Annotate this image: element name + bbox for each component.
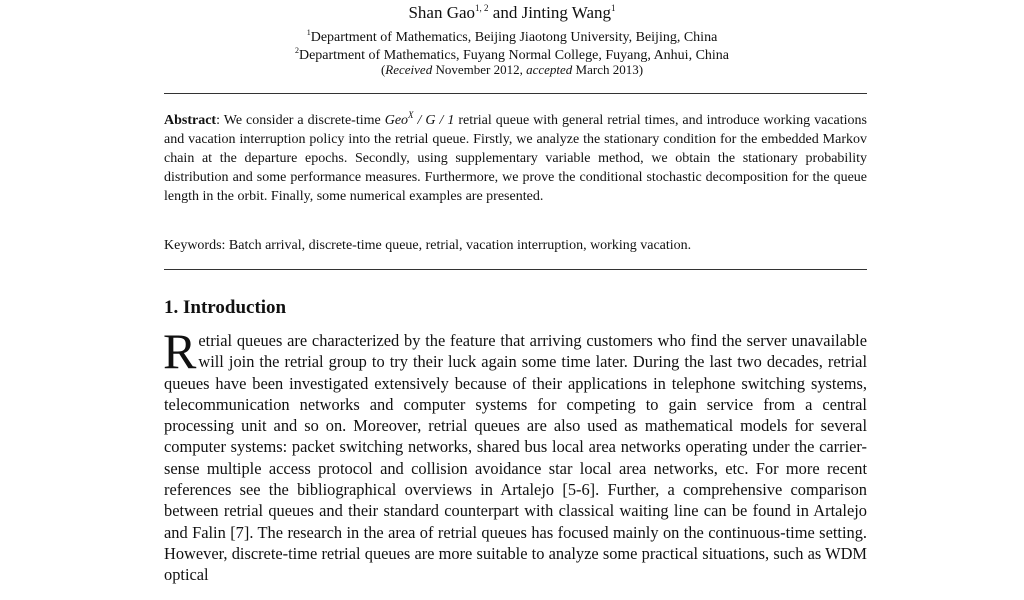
divider-top — [164, 93, 867, 94]
affiliation-text: Department of Mathematics, Beijing Jiaotong University, Beijing, China — [310, 30, 718, 45]
queue-notation: Geo$^X$ / G / 1 — [384, 110, 459, 128]
abstract-lead: : We consider a discrete-time — [216, 113, 385, 128]
keywords: Keywords: Batch arrival, discrete-time queue, retrial, vacation interruption, working vacation. — [164, 238, 692, 253]
abstract-label: Abstract — [164, 113, 217, 128]
author-name: Jinting Wang — [521, 3, 612, 22]
affiliation-marker: 1 — [306, 28, 311, 37]
author-superscript: 1 — [611, 3, 616, 13]
author-name: Shan Gao — [408, 3, 476, 22]
divider-bottom — [164, 269, 867, 270]
drop-cap: R — [163, 323, 197, 379]
introduction-text: etrial queues are characterized by the feature that arriving customers who find the server unavailable will join the retrial group to try their luck again some time later. During the last two decades, retrial queues have been investigated extensively because of their applications in telephone switching systems, telecommunication networks and computer systems for competing to gain service from a central processing unit and so on. Moreover, retrial queues are also used as mathematical models for several computer systems: packet switching networks, shared bus local area networks operating under the carrier-sense multiple access protocol and collision avoidance star local area networks, etc. For more recent references see the bibliographical overviews in Artalejo [5-6]. Further, a comprehensive comparison between retrial queues and their standard counterpart with classical waiting line can be found in Artalejo and Falin [7]. The research in the area of retrial queues has focused mainly on the continuous-time setting. However, discrete-time retrial queues are more suitable to analyze some practical situations, such as WDM optical — [164, 331, 867, 585]
abstract-body: retrial queue with general retrial times, and introduce working vacations and vacation interruption policy into the retrial queue. Firstly, we analyze the stationary condition for the embedded Markov chain at the departure epochs. Secondly, using supplementary variable method, we obtain the stationary probability distribution and some performance measures. Furthermore, we prove the conditional stochastic decomposition for the queue length in the orbit. Finally, some numerical examples are presented. — [164, 113, 867, 204]
received-date: November 2012, — [432, 62, 527, 77]
received-accepted-dates: (Received November 2012, accepted March 2013) — [380, 62, 644, 77]
section-title: 1. Introduction — [164, 297, 287, 318]
affiliation-text: Department of Mathematics, Fuyang Normal College, Fuyang, Anhui, China — [298, 48, 730, 63]
received-label: Received — [385, 62, 433, 77]
accepted-date: March 2013) — [572, 62, 644, 77]
affiliation-marker: 2 — [294, 46, 299, 55]
author-superscript: 1, 2 — [475, 3, 489, 13]
abstract — [164, 106, 867, 206]
author-conjunction: and — [488, 3, 522, 22]
author-line — [0, 0, 1024, 25]
introduction-paragraph — [163, 323, 867, 586]
accepted-label: accepted — [526, 62, 573, 77]
